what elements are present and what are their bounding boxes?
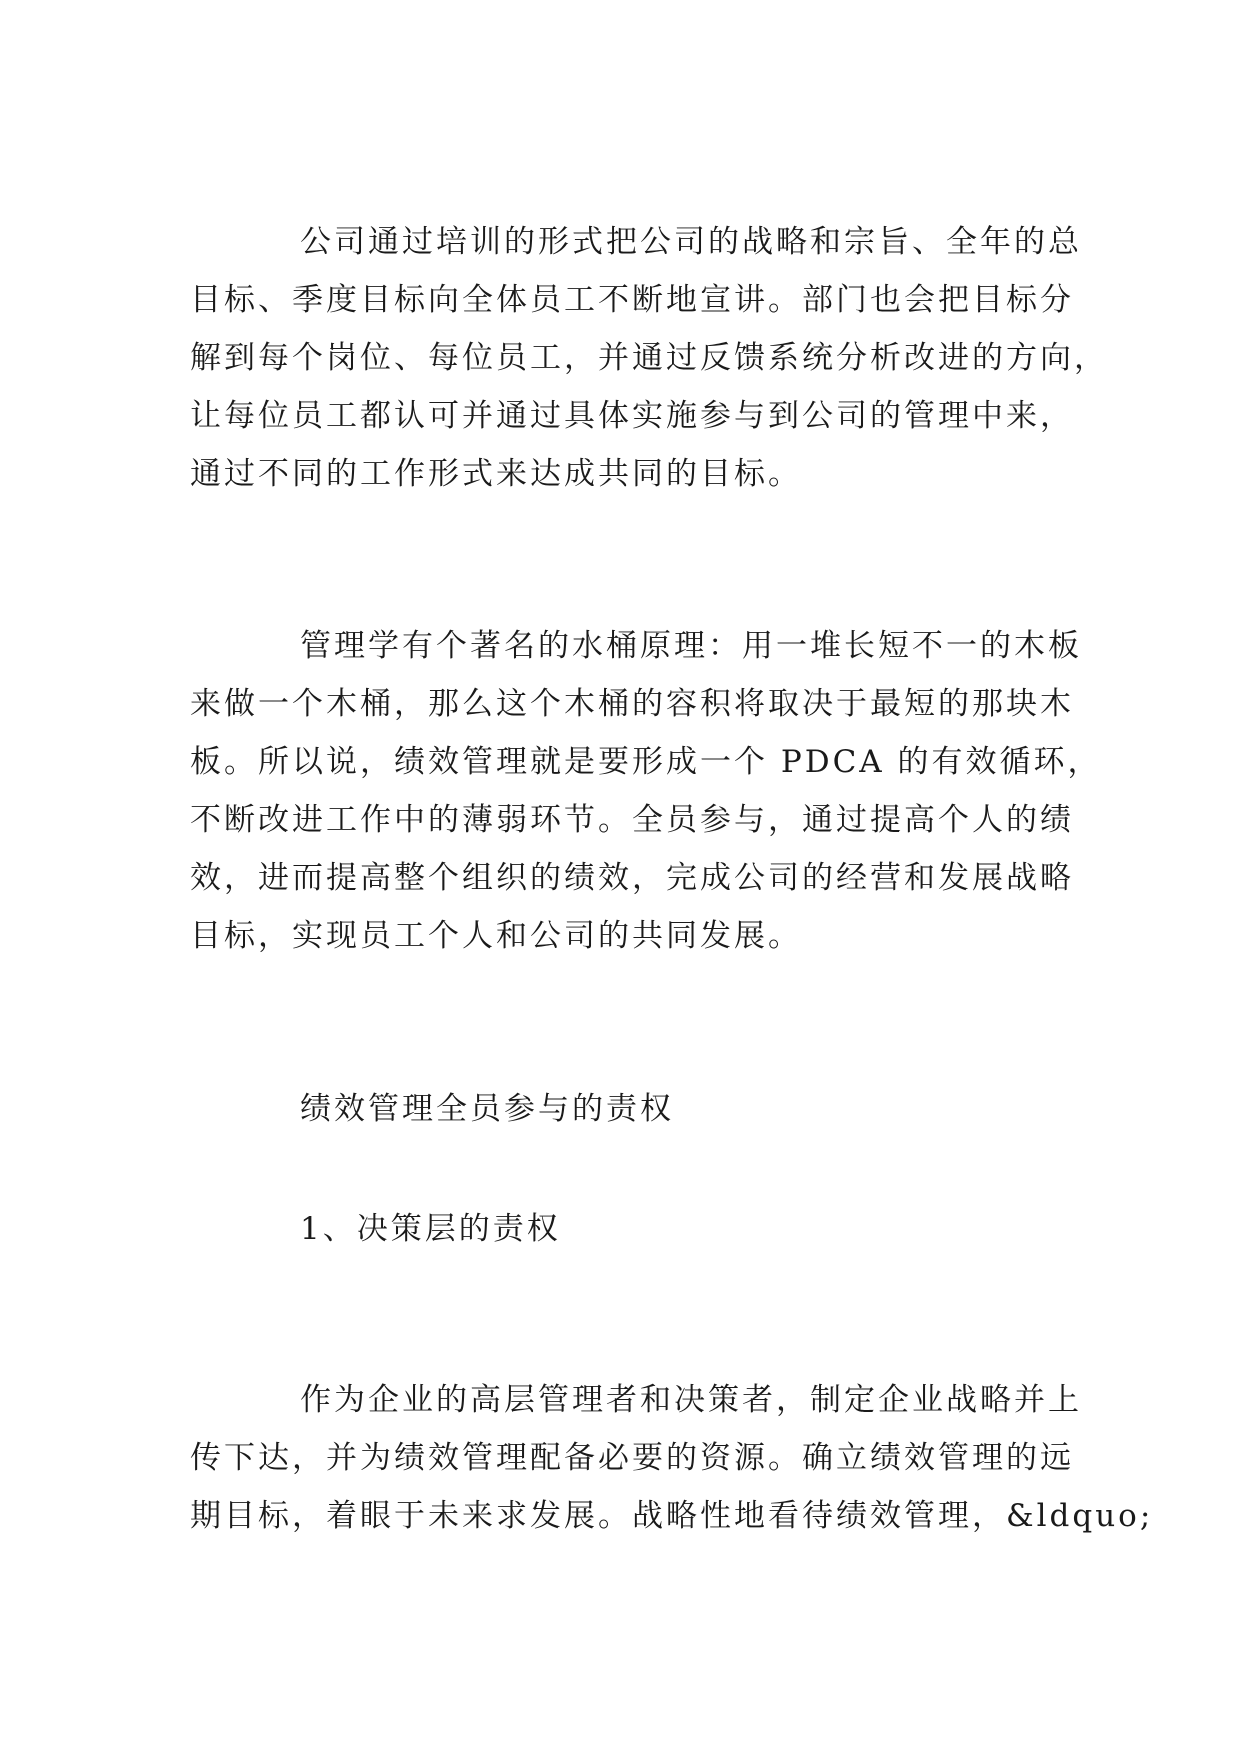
text-line: 效，进而提高整个组织的绩效，完成公司的经营和发展战略 <box>190 860 1074 896</box>
subsection-title: 1、决策层的责权 <box>300 1211 561 1247</box>
section-title: 绩效管理全员参与的责权 <box>300 1091 674 1127</box>
text-line: 让每位员工都认可并通过具体实施参与到公司的管理中来， <box>190 398 1074 434</box>
text-line: 公司通过培训的形式把公司的战略和宗旨、全年的总 <box>300 224 1082 260</box>
text-line: 解到每个岗位、每位员工，并通过反馈系统分析改进的方向， <box>190 340 1108 376</box>
text-line: 目标，实现员工个人和公司的共同发展。 <box>190 918 802 954</box>
text-line: 期目标，着眼于未来求发展。战略性地看待绩效管理，&ldquo; <box>190 1498 1154 1534</box>
text-line: 目标、季度目标向全体员工不断地宣讲。部门也会把目标分 <box>190 282 1074 318</box>
text-line: 来做一个木桶，那么这个木桶的容积将取决于最短的那块木 <box>190 686 1074 722</box>
text-line: 板。所以说，绩效管理就是要形成一个 PDCA 的有效循环， <box>190 744 1102 780</box>
text-line: 作为企业的高层管理者和决策者，制定企业战略并上 <box>300 1382 1082 1418</box>
text-line: 不断改进工作中的薄弱环节。全员参与，通过提高个人的绩 <box>190 802 1074 838</box>
text-line: 传下达，并为绩效管理配备必要的资源。确立绩效管理的远 <box>190 1440 1074 1476</box>
text-line: 通过不同的工作形式来达成共同的目标。 <box>190 456 802 492</box>
text-line: 管理学有个著名的水桶原理：用一堆长短不一的木板 <box>300 628 1082 664</box>
